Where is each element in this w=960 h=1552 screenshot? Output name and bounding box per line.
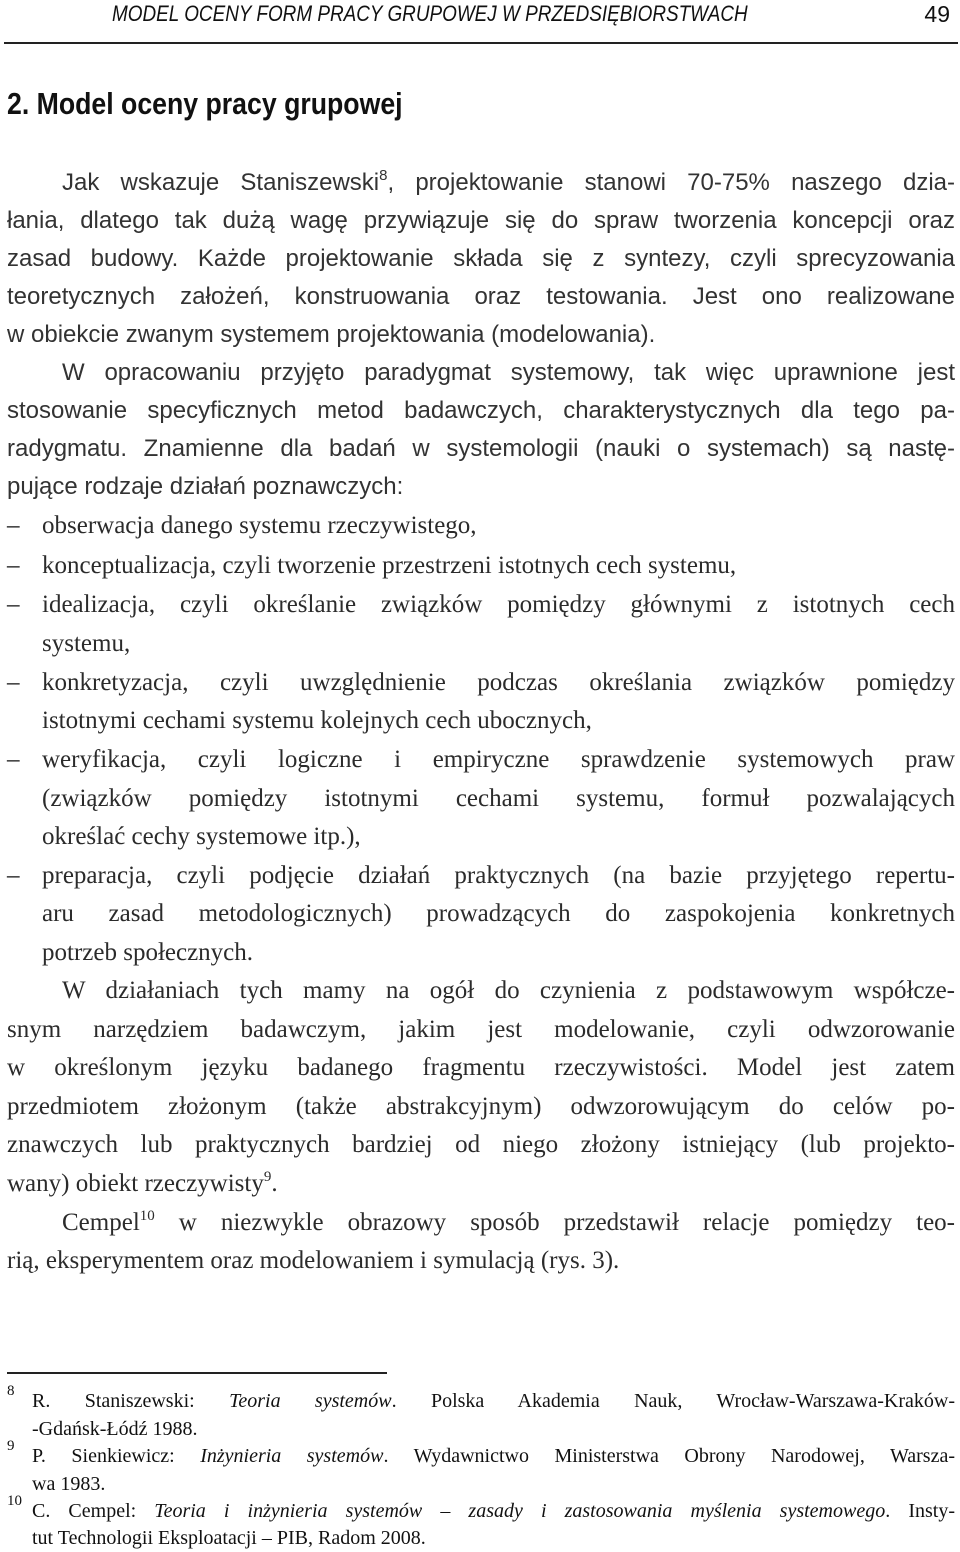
paragraph-2-line: W opracowaniu przyjęto paradygmat systemowy, tak więc uprawnione jest [62, 359, 955, 386]
list-dash: – [7, 862, 20, 889]
footnote-10-continuation: tut Technologii Eksploatacji – PIB, Radom 2008. [32, 1527, 426, 1549]
running-title: MODEL OCENY FORM PRACY GRUPOWEJ W PRZEDSIĘBIORSTWACH [112, 1, 748, 26]
text-run: P. Sienkiewicz: [32, 1445, 201, 1467]
footnote-number: 8 [7, 1383, 15, 1399]
text-run: C. Cempel: [32, 1500, 155, 1522]
cited-title: Inżynieria systemów [200, 1445, 384, 1467]
text-run: . Insty- [885, 1500, 955, 1522]
paragraph-1-line [62, 168, 955, 198]
paragraph-3-line: W działaniach tych mamy na ogół do czynienia z podstawowym współcze- [62, 977, 955, 1004]
footnote-ref-9[interactable]: 9 [263, 1169, 272, 1185]
paragraph-3-line: znawczych lub praktycznych bardziej od niego złożony istniejący (lub projekto- [7, 1131, 955, 1158]
text-run: Jak wskazuje Staniszewski [62, 169, 380, 196]
text-run: . Wydawnictwo Ministerstwa Obrony Narodowej, Warsza- [383, 1445, 955, 1467]
list-item: konkretyzacja, czyli uwzględnienie podczas określania związków pomiędzy [42, 669, 955, 696]
paragraph-1-line: zasad budowy. Każde projektowanie składa się z syntezy, czyli sprecyzowania [7, 245, 955, 272]
text-run: R. Staniszewski: [32, 1390, 230, 1412]
paragraph-2-line: pujące rodzaje działań poznawczych: [7, 473, 404, 500]
list-item-continuation: systemu, [42, 630, 131, 657]
footnote-rule [7, 1372, 387, 1374]
footnote-ref-10[interactable]: 10 [139, 1208, 155, 1224]
list-item-continuation: (związków pomiędzy istotnymi cechami systemu, formuł pozwalających [42, 785, 955, 812]
list-item: konceptualizacja, czyli tworzenie przestrzeni istotnych cech systemu, [42, 552, 737, 579]
paragraph-1-line: teoretycznych założeń, konstruowania oraz testowania. Jest ono realizowane [7, 283, 955, 310]
footnote-ref-8[interactable]: 8 [379, 167, 388, 184]
cited-title: Teoria i inżynieria systemów – zasady i zastosowania myślenia systemowego [154, 1500, 886, 1522]
text-run: . Polska Akademia Nauk, Wrocław-Warszawa-Kraków- [391, 1390, 955, 1412]
paragraph-2-line: stosowanie specyficznych metod badawczych, charakterystycznych dla tego pa- [7, 397, 955, 424]
paragraph-3-line: przedmiotem złożonym (także abstrakcyjnym) odwzorowującym do celów po- [7, 1093, 955, 1120]
paragraph-1-line: w obiekcie zwanym systemem projektowania (modelowania). [7, 321, 656, 348]
paragraph-1-line: łania, dlatego tak dużą wagę przywiązuje się do spraw tworzenia koncepcji oraz [7, 207, 955, 234]
paragraph-3-line [7, 1169, 955, 1199]
text-run: wany) obiekt rzeczywisty [7, 1170, 264, 1197]
list-dash: – [7, 512, 20, 539]
list-item: weryfikacja, czyli logiczne i empiryczne sprawdzenie systemowych praw [42, 746, 955, 773]
list-item-continuation: aru zasad metodologicznych) prowadzących do zaspokojenia konkretnych [42, 900, 955, 927]
text-run: , projektowanie stanowi 70-75% naszego dzia- [387, 169, 956, 196]
paragraph-3-line: w określonym języku badanego fragmentu rzeczywistości. Model jest zatem [7, 1054, 955, 1081]
list-item: idealizacja, czyli określanie związków pomiędzy głównymi z istotnych cech [42, 591, 955, 618]
paragraph-4-line [62, 1208, 955, 1238]
footnote-8 [32, 1388, 955, 1414]
section-heading: 2. Model oceny pracy grupowej [7, 86, 403, 121]
list-item-continuation: istotnymi cechami systemu kolejnych cech ubocznych, [42, 707, 592, 734]
footnote-number: 9 [7, 1438, 15, 1454]
list-item-continuation: potrzeb społecznych. [42, 939, 254, 966]
list-dash: – [7, 669, 20, 696]
paragraph-3-line: snym narzędziem badawczym, jakim jest modelowanie, czyli odwzorowanie [7, 1016, 955, 1043]
list-item-continuation: określać cechy systemowe itp.), [42, 823, 361, 850]
footnote-10 [32, 1498, 955, 1524]
text-run: Cempel [62, 1209, 140, 1236]
list-dash: – [7, 746, 20, 773]
cited-title: Teoria systemów [229, 1390, 392, 1412]
list-dash: – [7, 591, 20, 618]
paragraph-4-line: rią, eksperymentem oraz modelowaniem i symulacją (rys. 3). [7, 1247, 620, 1274]
list-item: obserwacja danego systemu rzeczywistego, [42, 512, 477, 539]
text-run: . [271, 1170, 278, 1197]
text-run: w niezwykle obrazowy sposób przedstawił relacje pomiędzy teo- [154, 1209, 955, 1236]
footnote-8-continuation: -Gdańsk-Łódź 1988. [32, 1418, 198, 1440]
footnote-9 [32, 1443, 955, 1469]
footnote-9-continuation: wa 1983. [32, 1473, 106, 1495]
header-rule [4, 42, 958, 44]
page-number: 49 [924, 1, 950, 27]
list-dash: – [7, 552, 20, 579]
page-header [0, 0, 960, 44]
footnote-number: 10 [7, 1493, 22, 1509]
list-item: preparacja, czyli podjęcie działań praktycznych (na bazie przyjętego repertu- [42, 862, 955, 889]
paragraph-2-line: radygmatu. Znamienne dla badań w systemologii (nauki o systemach) są nastę- [7, 435, 955, 462]
